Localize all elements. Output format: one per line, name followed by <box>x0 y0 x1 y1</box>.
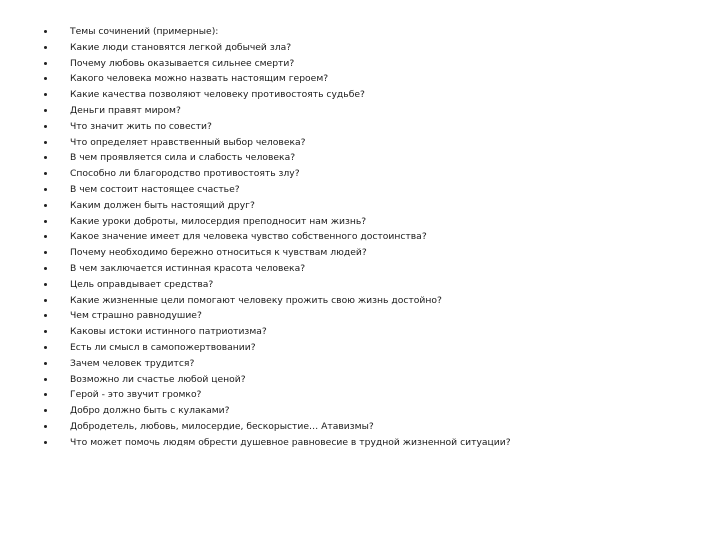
list-item <box>40 245 511 261</box>
bullet-icon <box>44 188 47 191</box>
topic-text: Каковы истоки истинного патриотизма? <box>70 326 267 338</box>
topic-text: Что может помочь людям обрести душевное равновесие в трудной жизненной ситуации? <box>70 436 511 448</box>
topic-text: Какое значение имеет для человека чувство собственного достоинства? <box>70 231 427 243</box>
list-item <box>40 166 511 182</box>
topic-text: Что значит жить по совести? <box>70 120 212 132</box>
bullet-icon <box>44 235 47 238</box>
bullet-icon <box>44 346 47 349</box>
bullet-icon <box>44 283 47 286</box>
list-item <box>40 214 511 230</box>
topic-text: Герой - это звучит громко? <box>70 389 202 401</box>
bullet-icon <box>44 378 47 381</box>
bullet-icon <box>44 425 47 428</box>
list-item <box>40 150 511 166</box>
topic-text: Какие жизненные цели помогают человеку прожить свою жизнь достойно? <box>70 294 442 306</box>
list-item <box>40 403 511 419</box>
topic-text: Есть ли смысл в самопожертвовании? <box>70 341 256 353</box>
list-item <box>40 387 511 403</box>
topic-text: В чем проявляется сила и слабость человека? <box>70 152 296 164</box>
topic-text: Чем страшно равнодушие? <box>70 310 202 322</box>
list-item <box>40 119 511 135</box>
topic-text: Какие качества позволяют человеку противостоять судьбе? <box>70 89 365 101</box>
bullet-icon <box>44 204 47 207</box>
bullet-icon <box>44 30 47 33</box>
list-item <box>40 340 511 356</box>
topic-list <box>40 24 511 451</box>
bullet-icon <box>44 220 47 223</box>
list-item <box>40 261 511 277</box>
topic-text: Что определяет нравственный выбор человека? <box>70 136 306 148</box>
bullet-icon <box>44 62 47 65</box>
bullet-icon <box>44 362 47 365</box>
bullet-icon <box>44 299 47 302</box>
topic-text: Какие уроки доброты, милосердия преподносит нам жизнь? <box>70 215 367 227</box>
bullet-icon <box>44 77 47 80</box>
topic-text: Цель оправдывает средства? <box>70 278 214 290</box>
bullet-icon <box>44 109 47 112</box>
topic-text: В чем заключается истинная красота человека? <box>70 262 306 274</box>
bullet-icon <box>44 330 47 333</box>
list-item <box>40 87 511 103</box>
heading-text: Темы сочинений (примерные): <box>70 26 219 37</box>
bullet-icon <box>44 141 47 144</box>
topic-text: Деньги правят миром? <box>70 104 181 116</box>
list-item <box>40 293 511 309</box>
topic-text: Способно ли благородство противостоять злу? <box>70 168 300 180</box>
bullet-icon <box>44 393 47 396</box>
topic-text: Каким должен быть настоящий друг? <box>70 199 255 211</box>
bullet-icon <box>44 314 47 317</box>
topic-text: Почему необходимо бережно относиться к чувствам людей? <box>70 247 367 259</box>
list-item <box>40 198 511 214</box>
list-item <box>40 372 511 388</box>
bullet-icon <box>44 156 47 159</box>
topic-text: В чем состоит настоящее счастье? <box>70 183 240 195</box>
bullet-icon <box>44 125 47 128</box>
list-item <box>40 229 511 245</box>
list-item <box>40 40 511 56</box>
list-item <box>40 182 511 198</box>
bullet-icon <box>44 441 47 444</box>
topic-text: Какого человека можно назвать настоящим героем? <box>70 73 329 85</box>
list-item <box>40 135 511 151</box>
bullet-icon <box>44 409 47 412</box>
topic-text: Зачем человек трудится? <box>70 357 195 369</box>
list-item <box>40 71 511 87</box>
topic-text: Почему любовь оказывается сильнее смерти? <box>70 57 295 69</box>
topic-text: Добро должно быть с кулаками? <box>70 405 230 417</box>
bullet-icon <box>44 267 47 270</box>
list-item <box>40 419 511 435</box>
topic-text: Добродетель, любовь, милосердие, бескорыстие… Атавизмы? <box>70 420 374 432</box>
bullet-icon <box>44 251 47 254</box>
topic-text: Возможно ли счастье любой ценой? <box>70 373 246 385</box>
list-item <box>40 103 511 119</box>
bullet-icon <box>44 172 47 175</box>
bullet-icon <box>44 93 47 96</box>
list-item <box>40 435 511 451</box>
list-item <box>40 277 511 293</box>
list-heading <box>40 24 511 40</box>
list-item <box>40 308 511 324</box>
topic-text: Какие люди становятся легкой добычей зла? <box>70 41 292 53</box>
list-item <box>40 356 511 372</box>
list-item <box>40 56 511 72</box>
list-item <box>40 324 511 340</box>
bullet-icon <box>44 46 47 49</box>
